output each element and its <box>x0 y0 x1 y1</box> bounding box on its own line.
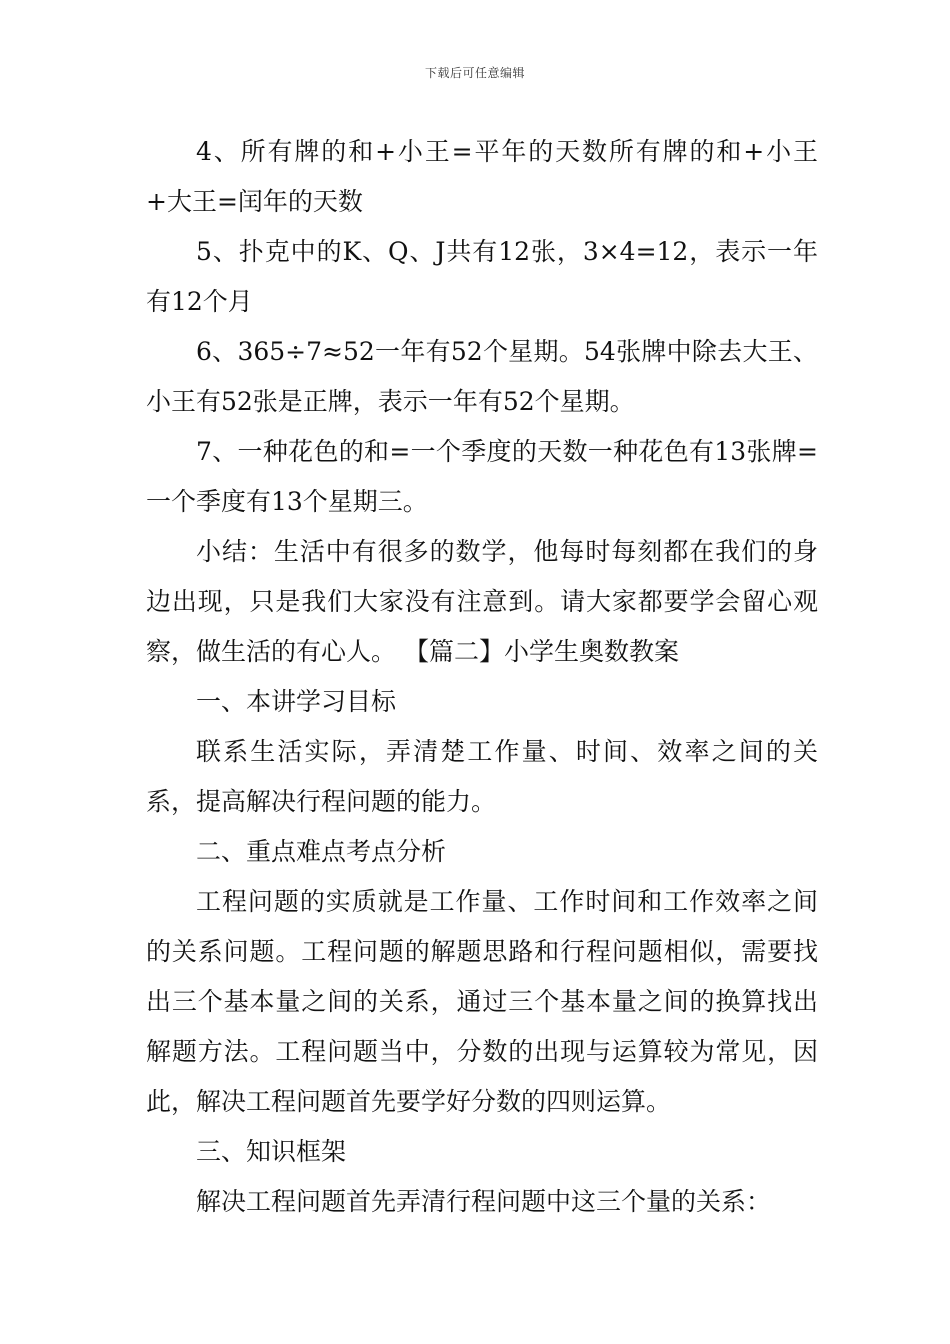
page-header: 下载后可任意编辑 <box>424 66 525 80</box>
paragraph-suit-season: 7、一种花色的和=一个季度的天数一种花色有13张牌=一个季度有13个星期三。 <box>146 437 818 516</box>
paragraph-summary: 小结：生活中有很多的数学，他每时每刻都在我们的身边出现，只是我们大家没有注意到。请大家都要学会留心观察，做生活的有心人。 【篇二】小学生奥数教案 <box>146 537 818 666</box>
heading-key-points: 二、重点难点考点分析 <box>196 837 447 866</box>
paragraph-key-points: 工程问题的实质就是工作量、工作时间和工作效率之间的关系问题。工程问题的解题思路和行程问题相似，需要找出三个基本量之间的关系，通过三个基本量之间的换算找出解题方法。工程问题当中，分数的出现与运算较为常见，因此，解决工程问题首先要学好分数的四则运算。 <box>146 887 818 1116</box>
heading-learning-goals: 一、本讲学习目标 <box>196 687 397 716</box>
paragraph-knowledge-framework: 解决工程问题首先弄清行程问题中这三个量的关系： <box>196 1187 772 1216</box>
paragraph-joker-sum: 4、所有牌的和+小王=平年的天数所有牌的和+小王+大王=闰年的天数 <box>146 137 818 216</box>
paragraph-face-cards: 5、扑克中的K、Q、J共有12张，3×4=12，表示一年有12个月 <box>146 237 818 316</box>
paragraph-learning-goals: 联系生活实际，弄清楚工作量、时间、效率之间的关系，提高解决行程问题的能力。 <box>146 737 818 816</box>
paragraph-weeks: 6、365÷7≈52一年有52个星期。54张牌中除去大王、小王有52张是正牌，表示一年有52个星期。 <box>146 337 818 416</box>
heading-knowledge-framework: 三、知识框架 <box>196 1137 347 1166</box>
document-body <box>146 127 818 1227</box>
